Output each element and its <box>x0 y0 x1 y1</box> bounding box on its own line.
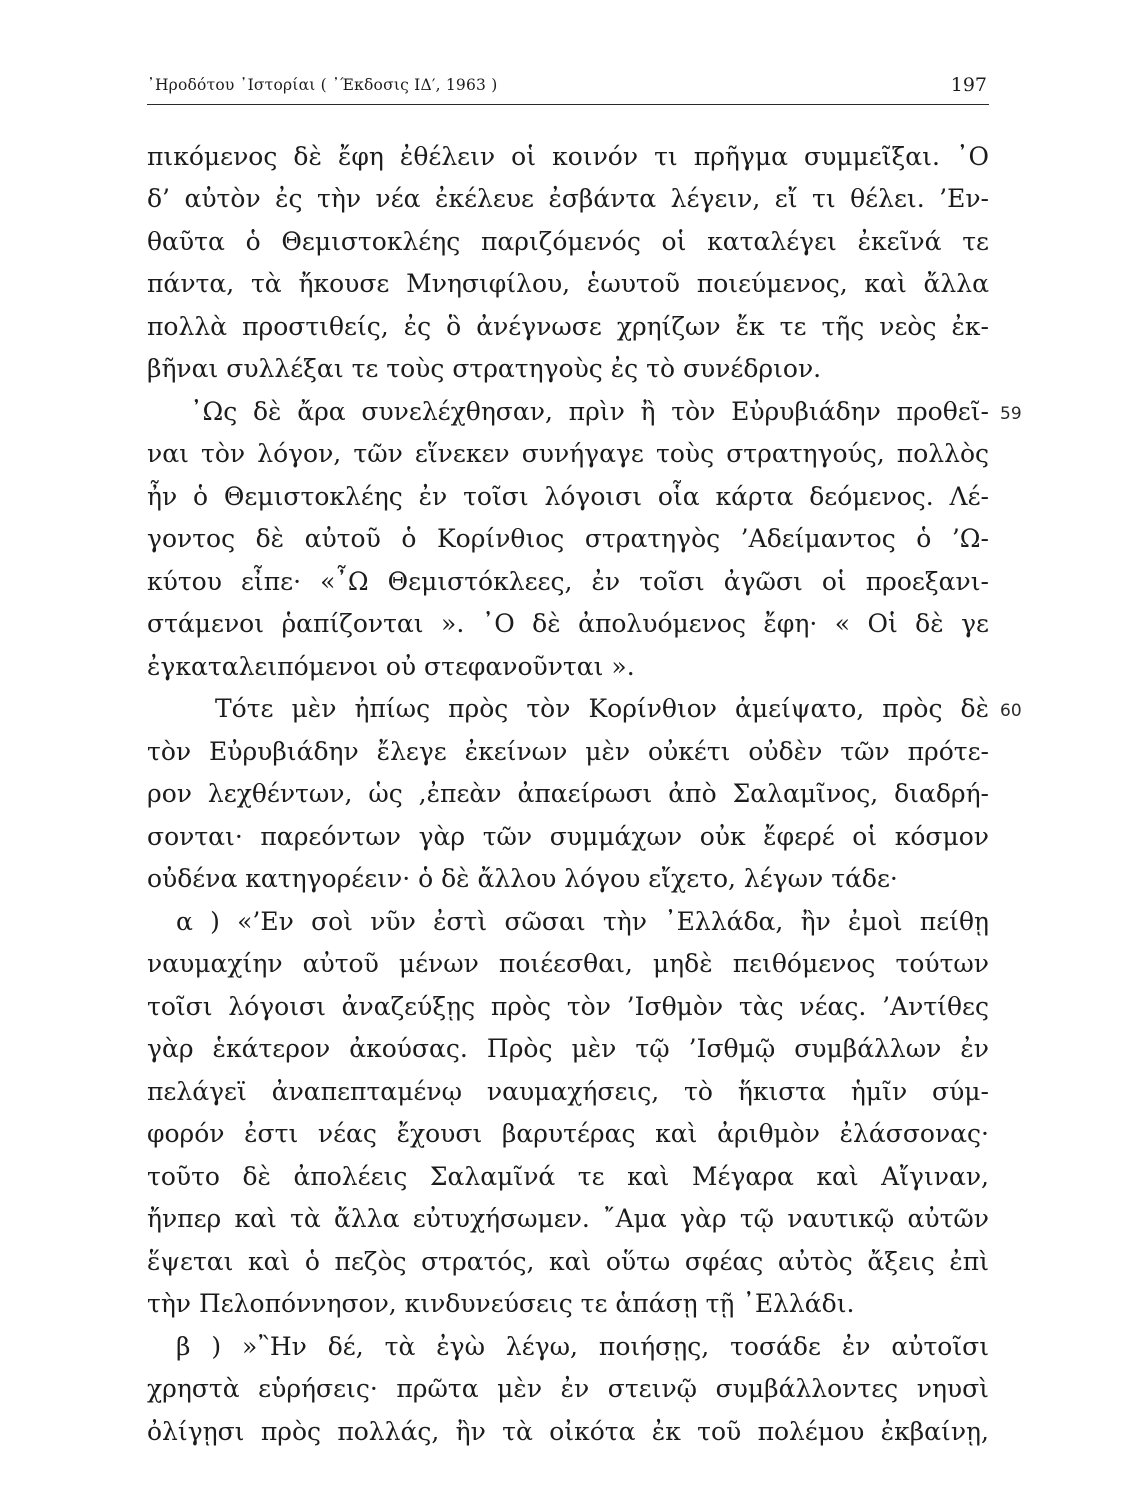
text-line: πολλὰ προστιθείς, ἐς ὃ ἀνέγνωσε χρηίζων ἔκ τε τῆς νεὸς ἐκ- <box>147 312 989 341</box>
text-line: χρηστὰ εὑρήσεις· πρῶτα μὲν ἐν στεινῷ συμβάλλοντες νηυσὶ <box>147 1374 989 1403</box>
text-line: δ’ αὐτὸν ἐς τὴν νέα ἐκέλευε ἐσβάντα λέγειν, εἴ τι θέλει. ’Εν- <box>147 184 989 213</box>
text-line: τοῦτο δὲ ἀπολέεις Σαλαμῖνά τε καὶ Μέγαρα καὶ Αἴγιναν, <box>147 1162 989 1191</box>
text-line: κύτου εἶπε· «῏Ω Θεμιστόκλεες, ἐν τοῖσι ἀγῶσι οἱ προεξανι- <box>147 567 989 596</box>
text-line: πάντα, τὰ ἤκουσε Μνησιφίλου, ἑωυτοῦ ποιεύμενος, καὶ ἄλλα <box>147 269 989 298</box>
running-title: ᾿Ηροδότου ᾿Ιστορίαι ( ᾿Έκδοσις ΙΔ′, 1963 ) <box>147 76 498 94</box>
header-rule <box>147 104 989 105</box>
text-line: τοῖσι λόγοισι ἀναζεύξῃς πρὸς τὸν ’Ισθμὸν τὰς νέας. ’Αντίθες <box>147 992 989 1021</box>
text-line: ναι τὸν λόγον, τῶν εἵνεκεν συνήγαγε τοὺς στρατηγούς, πολλὸς <box>147 439 989 468</box>
text-line: ρον λεχθέντων, ὡς ,ἐπεὰν ἀπαείρωσι ἀπὸ Σαλαμῖνος, διαδρή- <box>147 779 989 808</box>
chapter-number: 60 <box>1000 701 1022 721</box>
text-line: βῆναι συλλέξαι τε τοὺς στρατηγοὺς ἐς τὸ συνέδριον. <box>147 354 822 383</box>
text-line: ᾿Ως δὲ ἄρα συνελέχθησαν, πρὶν ἢ τὸν Εὐρυβιάδην προθεῖ- <box>190 397 989 426</box>
text-line: οὐδένα κατηγορέειν· ὁ δὲ ἄλλου λόγου εἴχετο, λέγων τάδε· <box>147 864 898 893</box>
page-number: 197 <box>950 74 987 96</box>
text-line: θαῦτα ὁ Θεμιστοκλέης παριζόμενός οἱ καταλέγει ἐκεῖνά τε <box>147 227 989 256</box>
text-line: ὀλίγῃσι πρὸς πολλάς, ἢν τὰ οἰκότα ἐκ τοῦ πολέμου ἐκβαίνῃ, <box>147 1417 989 1446</box>
text-line: τὸν Εὐρυβιάδην ἔλεγε ἐκείνων μὲν οὐκέτι οὐδὲν τῶν πρότε- <box>147 737 989 766</box>
text-line: ἤνπερ καὶ τὰ ἄλλα εὐτυχήσωμεν. ῎Αμα γὰρ τῷ ναυτικῷ αὐτῶν <box>147 1204 989 1233</box>
text-line: ἐγκαταλειπόμενοι οὐ στεφανοῦνται ». <box>147 652 635 681</box>
text-line: φορόν ἐστι νέας ἔχουσι βαρυτέρας καὶ ἀριθμὸν ἐλάσσονας· <box>147 1119 989 1148</box>
text-line: σονται· παρεόντων γὰρ τῶν συμμάχων οὐκ ἔφερέ οἱ κόσμον <box>147 822 989 851</box>
text-line: Τότε μὲν ἠπίως πρὸς τὸν Κορίνθιον ἀμείψατο, πρὸς δὲ <box>215 694 989 723</box>
text-line: ἦν ὁ Θεμιστοκλέης ἐν τοῖσι λόγοισι οἷα κάρτα δεόμενος. Λέ- <box>147 482 989 511</box>
text-line: ἕψεται καὶ ὁ πεζὸς στρατός, καὶ οὕτω σφέας αὐτὸς ἄξεις ἐπὶ <box>147 1247 989 1276</box>
text-line: α ) «’Εν σοὶ νῦν ἐστὶ σῶσαι τὴν ᾿Ελλάδα, ἢν ἐμοὶ πείθῃ <box>176 907 989 936</box>
running-header <box>147 72 989 106</box>
text-line: γοντος δὲ αὐτοῦ ὁ Κορίνθιος στρατηγὸς ’Αδείμαντος ὁ ’Ω- <box>147 524 989 553</box>
text-line: τὴν Πελοπόννησον, κινδυνεύσεις τε ἁπάσῃ τῇ ᾿Ελλάδι. <box>147 1289 855 1318</box>
text-line: β ) »῍Ην δέ, τὰ ἐγὼ λέγω, ποιήσῃς, τοσάδε ἐν αὐτοῖσι <box>176 1332 989 1361</box>
text-line: γὰρ ἑκάτερον ἀκούσας. Πρὸς μὲν τῷ ’Ισθμῷ συμβάλλων ἐν <box>147 1034 989 1063</box>
text-line: ναυμαχίην αὐτοῦ μένων ποιέεσθαι, μηδὲ πειθόμενος τούτων <box>147 949 989 978</box>
chapter-number: 59 <box>1000 404 1022 424</box>
text-line: πικόμενος δὲ ἔφη ἐθέλειν οἱ κοινόν τι πρῆγμα συμμεῖξαι. ᾿Ο <box>147 142 989 171</box>
text-line: στάμενοι ῥαπίζονται ». ᾿Ο δὲ ἀπολυόμενος ἔφη· « Οἱ δὲ γε <box>147 609 989 638</box>
text-line: πελάγεϊ ἀναπεπταμένῳ ναυμαχήσεις, τὸ ἥκιστα ἡμῖν σύμ- <box>147 1077 989 1106</box>
